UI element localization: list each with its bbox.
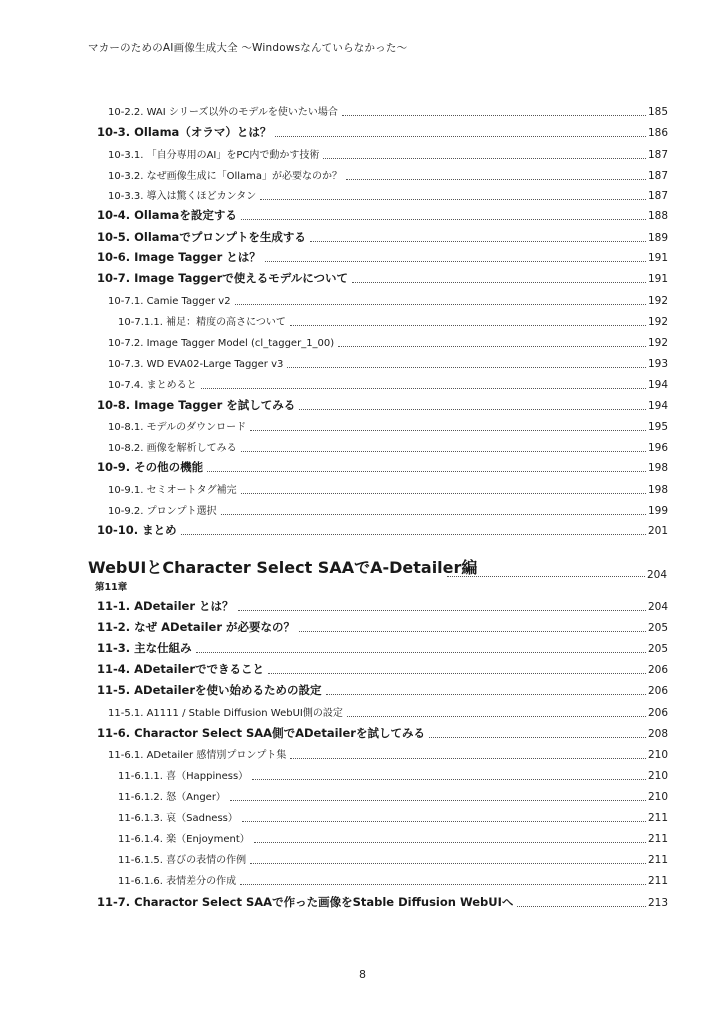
toc-entry-label: 10-4. Ollamaを設定する [97,208,237,222]
leader-dots [517,906,646,907]
leader-dots [254,842,646,843]
leader-dots [299,409,646,410]
leader-dots [342,115,646,116]
toc-entry-page: 211 [647,854,668,866]
toc-entry-label: 10-9.2. プロンプト選択 [108,505,217,517]
toc-entry-page: 188 [647,210,668,222]
toc-entry-label: 10-7. Image Taggerで使えるモデルについて [97,271,348,285]
toc-entry-label: 11-6.1.5. 喜びの表情の作例 [118,854,247,866]
leader-dots [299,631,646,632]
toc-entry-label: 11-5.1. A1111 / Stable Diffusion WebUI側の設定 [108,707,343,719]
toc-entry-page: 187 [647,190,668,202]
leader-dots [181,534,646,535]
toc-entry-label: 10-8. Image Tagger を試してみる [97,398,296,412]
toc-entry[interactable] [108,359,668,370]
leader-dots [326,694,646,695]
toc-entry-page: 199 [647,505,668,517]
toc-entry[interactable] [118,813,668,824]
toc-entry-page: 194 [647,379,668,391]
toc-entry-label: 11-2. なぜ ADetailer が必要なの？ [97,620,296,634]
toc-entry-label: 11-4. ADetailerでできること [97,662,265,676]
toc-entry-page: 191 [647,252,668,264]
toc-entry[interactable] [108,107,668,118]
toc-entry[interactable] [97,728,668,740]
leader-dots [235,304,646,305]
leader-dots [347,716,646,717]
leader-dots [238,610,646,611]
toc-entry-page: 210 [647,749,668,761]
toc-entry-label: 10-9. その他の機能 [97,460,204,474]
toc-entry-page: 187 [647,170,668,182]
toc-entry-page: 201 [647,525,668,537]
toc-entry[interactable] [97,210,668,222]
toc-entry[interactable] [108,708,668,719]
toc-entry[interactable] [118,834,668,845]
toc-entry[interactable] [108,338,668,349]
toc-entry[interactable] [118,317,668,328]
toc-entry[interactable] [97,685,668,697]
toc-entry[interactable] [108,150,668,161]
toc-entry-label: 11-6.1.6. 表情差分の作成 [118,875,237,887]
toc-entry-page: 210 [647,770,668,782]
toc-entry-page: 187 [647,149,668,161]
toc-entry[interactable] [118,792,668,803]
toc-entry[interactable] [108,443,668,454]
toc-entry-page: 211 [647,875,668,887]
toc-entry[interactable] [118,876,668,887]
toc-entry[interactable] [108,750,668,761]
toc-entry-page: 211 [647,833,668,845]
leader-dots [242,821,646,822]
toc-entry-label: 11-6.1.1. 喜（Happiness） [118,770,249,782]
leader-dots [338,346,646,347]
leader-dots [201,388,646,389]
toc-entry-page: 192 [647,316,668,328]
toc-entry[interactable] [97,252,668,264]
toc-entry-page: 192 [647,337,668,349]
leader-dots [429,737,646,738]
toc-entry-label: 10-3. Ollama（オラマ）とは？ [97,125,272,139]
toc-entry-page: 198 [647,484,668,496]
leader-dots [241,219,646,220]
leader-dots [230,800,646,801]
toc-entry-label: 10-8.1. モデルのダウンロード [108,421,247,433]
toc-entry-page: 195 [647,421,668,433]
toc-entry-label: 10-8.2. 画像を解析してみる [108,442,237,454]
toc-entry-label: 10-2.2. WAI シリーズ以外のモデルを使いたい場合 [108,106,338,118]
toc-entry-page: 208 [647,728,668,740]
leader-dots [241,451,646,452]
leader-dots [290,325,646,326]
toc-entry-label: 11-6.1.2. 怒（Anger） [118,791,226,803]
toc-entry[interactable] [108,485,668,496]
leader-dots [290,758,646,759]
toc-entry[interactable] [108,191,668,202]
toc-entry-label: 10-5. Ollamaでプロンプトを生成する [97,230,306,244]
toc-entry-label: 10-3.3. 導入は驚くほどカンタン [108,190,257,202]
toc-entry-label: 10-10. まとめ [97,523,177,537]
toc-entry-label: 10-7.2. Image Tagger Model (cl_tagger_1_00) [108,337,335,349]
toc-entry-label: 10-3.1. 「自分専用のAI」をPC内で動かす技術 [108,149,320,161]
toc-entry-page: 204 [647,601,668,613]
toc-entry-page: 192 [647,295,668,307]
toc-entry-label: 11-3. 主な仕組み [97,641,192,655]
toc-entry[interactable] [108,171,668,182]
leader-dots [310,241,646,242]
leader-dots [250,430,646,431]
toc-entry-page: 206 [647,664,668,676]
toc-entry-label: 11-6.1.3. 哀（Sadness） [118,812,238,824]
leader-dots [250,863,646,864]
toc-entry[interactable] [97,601,668,613]
toc-entry[interactable] [97,232,668,244]
toc-entry-label: 10-7.1.1. 補足：精度の高さについて [118,316,286,328]
toc-entry-page: 194 [647,400,668,412]
leader-dots [265,261,646,262]
toc-entry-label: 11-5. ADetailerを使い始めるための設定 [97,683,322,697]
leader-dots [221,514,646,515]
toc-entry-label: 10-7.1. Camie Tagger v2 [108,295,231,307]
leader-dots [323,158,646,159]
leader-dots [260,199,646,200]
toc-entry[interactable] [97,643,668,655]
toc-entry[interactable] [108,422,668,433]
leader-dots [207,471,646,472]
leader-dots [268,673,646,674]
leader-dots [287,367,646,368]
page-number: 8 [359,968,366,981]
toc-entry[interactable] [108,506,668,517]
toc-entry-label: 10-7.3. WD EVA02-Large Tagger v3 [108,358,284,370]
running-header: マカーのためのAI画像生成大全 〜Windowsなんていらなかった〜 [88,42,408,54]
toc-entry[interactable] [97,462,668,474]
toc-entry-page: 205 [647,643,668,655]
leader-dots [196,652,646,653]
toc-entry-page: 196 [647,442,668,454]
toc-entry-page: 213 [647,897,668,909]
toc-entry[interactable] [97,400,668,412]
leader-dots [275,136,646,137]
toc-entry-page: 198 [647,462,668,474]
toc-entry-page: 211 [647,812,668,824]
toc-entry-label: 11-6.1. ADetailer 感情別プロンプト集 [108,749,287,761]
toc-entry[interactable] [118,855,668,866]
toc-entry-label: 11-6.1.4. 楽（Enjoyment） [118,833,250,845]
leader-dots [252,779,646,780]
chapter-page: 204 [647,569,668,581]
toc-entry-page: 193 [647,358,668,370]
toc-entry[interactable] [108,296,668,307]
leader-dots [241,493,646,494]
leader-dots [346,179,646,180]
toc-entry-page: 206 [647,685,668,697]
toc-entry-page: 186 [647,127,668,139]
toc-entry[interactable] [97,664,668,676]
toc-entry-page: 191 [647,273,668,285]
toc-entry[interactable] [97,897,668,909]
toc-entry-page: 189 [647,232,668,244]
toc-entry[interactable] [97,127,668,139]
toc-entry[interactable] [97,622,668,634]
toc-entry-label: 11-1. ADetailer とは？ [97,599,234,613]
leader-dots [447,576,645,577]
toc-entry[interactable] [97,273,668,285]
toc-entry-page: 210 [647,791,668,803]
toc-entry[interactable] [108,380,668,391]
leader-dots [240,884,646,885]
chapter-number: 第11章 [95,582,128,593]
leader-dots [352,282,646,283]
toc-entry-label: 10-7.4. まとめると [108,379,197,391]
toc-entry-label: 11-7. Charactor Select SAAで作った画像をStable Diffusion WebUIへ [97,895,514,909]
toc-entry-label: 10-3.2. なぜ画像生成に「Ollama」が必要なのか？ [108,170,343,182]
toc-entry-page: 205 [647,622,668,634]
chapter-title[interactable]: WebUIとCharacter Select SAAでA-Detailer編 [88,558,478,577]
toc-entry-page: 185 [647,106,668,118]
toc-entry[interactable] [97,525,668,537]
toc-entry-label: 11-6. Charactor Select SAA側でADetailerを試してみる [97,726,425,740]
toc-entry-label: 10-6. Image Tagger とは？ [97,250,261,264]
toc-entry[interactable] [118,771,668,782]
toc-entry-label: 10-9.1. セミオートタグ補完 [108,484,237,496]
toc-entry-page: 206 [647,707,668,719]
